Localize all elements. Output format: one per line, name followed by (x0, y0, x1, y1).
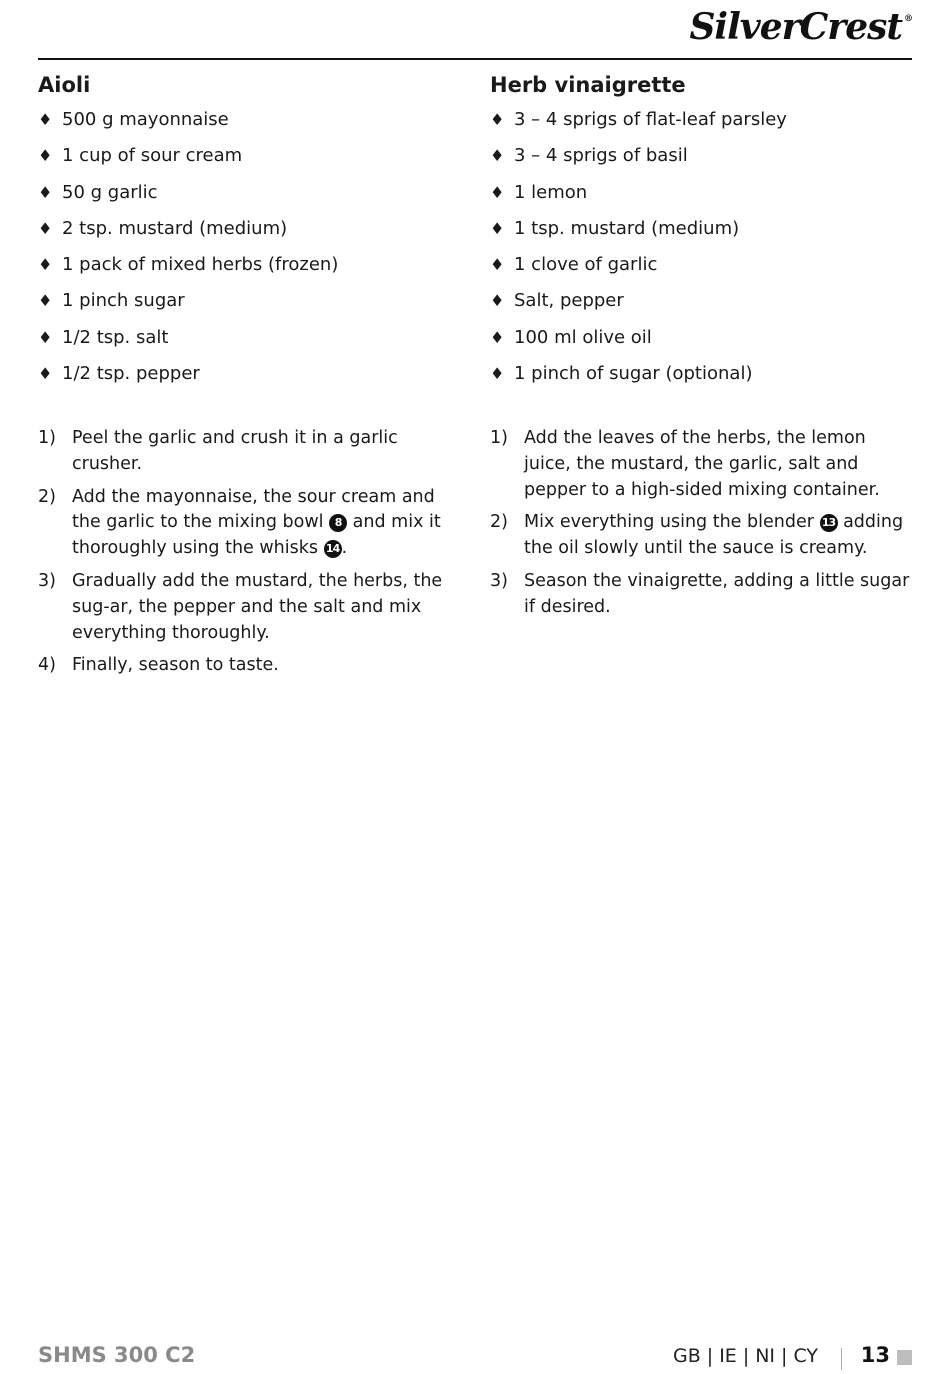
ingredient-item: ♦ 1/2 tsp. pepper (38, 363, 200, 385)
diamond-bullet-icon: ♦ (38, 291, 53, 311)
ingredient-item: ♦ 3 – 4 sprigs of basil (490, 145, 688, 167)
ingredient-item: ♦ Salt, pepper (490, 290, 624, 312)
vinaigrette-steps (490, 426, 915, 628)
language-separator: | (706, 1345, 714, 1367)
diamond-bullet-icon: ♦ (38, 110, 53, 129)
ingredient-item: ♦ 1 tsp. mustard (medium) (490, 217, 740, 239)
ingredient-item: ♦ 1 pinch of sugar (optional) (490, 363, 753, 385)
diamond-bullet-icon: ♦ (38, 327, 53, 347)
logo-wordmark: SilverCrest (689, 6, 902, 48)
ingredient-item: ♦ 1 pinch sugar (38, 290, 185, 312)
ingredient-item: ♦ 1 pack of mixed herbs (frozen) (38, 254, 339, 276)
part-reference-8-icon: 8 (329, 514, 347, 532)
diamond-bullet-icon: ♦ (38, 146, 53, 166)
ingredient-item: ♦ 500 g mayonnaise (38, 109, 229, 130)
diamond-bullet-icon: ♦ (490, 327, 505, 347)
aioli-column (38, 70, 468, 676)
step-item: 4) Finally, season to taste. (38, 653, 463, 679)
page-marker-square-icon (897, 1350, 912, 1365)
diamond-bullet-icon: ♦ (38, 218, 53, 238)
diamond-bullet-icon: ♦ (490, 110, 505, 129)
diamond-bullet-icon: ♦ (490, 218, 505, 238)
step-number: 1) (490, 428, 508, 448)
step-item: 1) Peel the garlic and crush it in a garlic crusher. (38, 428, 398, 474)
language-separator: | (781, 1345, 788, 1367)
ingredient-item: ♦ 1 cup of sour cream (38, 145, 243, 167)
diamond-bullet-icon: ♦ (490, 255, 505, 275)
step-number: 1) (38, 428, 56, 448)
ingredient-item: ♦ 2 tsp. mustard (medium) (38, 217, 288, 239)
step-item: 1) Add the leaves of the herbs, the lemon juice, the mustard, the garlic, salt and pepper to a high-sided mixing container. (490, 428, 880, 500)
ingredient-item: ♦ 1/2 tsp. salt (38, 326, 169, 348)
step-number: 3) (38, 570, 56, 591)
footer-language-codes (673, 1345, 818, 1367)
vinaigrette-ingredient-list (490, 108, 920, 386)
footer-divider (841, 1348, 842, 1370)
ingredient-item: ♦ 3 – 4 sprigs of flat-leaf parsley (490, 109, 787, 130)
language-separator: | (742, 1345, 750, 1367)
registered-mark: ® (904, 14, 912, 24)
aioli-steps (38, 426, 463, 686)
step-item: 3) Season the vinaigrette, adding a little sugar if desired. (490, 570, 910, 617)
step-item: 2) Add the mayonnaise, the sour cream and the garlic to the mixing bowl 8 and mix it thoroughly using the whisks 14 . (38, 486, 441, 559)
ingredient-item: ♦ 50 g garlic (38, 181, 158, 203)
diamond-bullet-icon: ♦ (490, 146, 505, 166)
diamond-bullet-icon: ♦ (38, 182, 53, 202)
ingredient-item: ♦ 1 clove of garlic (490, 254, 658, 276)
language-code: NI (755, 1345, 776, 1367)
diamond-bullet-icon: ♦ (490, 291, 505, 311)
header-rule (38, 58, 912, 60)
part-reference-14-icon: 14 (324, 540, 342, 558)
silvercrest-logo (689, 6, 912, 48)
step-number: 2) (490, 512, 508, 533)
part-reference-13-icon: 13 (820, 514, 838, 532)
language-code: CY (793, 1345, 818, 1367)
footer-model-number: SHMS 300 C2 (38, 1343, 196, 1367)
page-number: 13 (860, 1343, 890, 1367)
diamond-bullet-icon: ♦ (38, 255, 53, 275)
step-number: 4) (38, 655, 56, 676)
language-code: IE (719, 1345, 737, 1367)
ingredient-item: ♦ 1 lemon (490, 181, 588, 203)
diamond-bullet-icon: ♦ (490, 364, 505, 384)
ingredient-item: ♦ 100 ml olive oil (490, 326, 652, 348)
aioli-title: Aioli (38, 73, 91, 97)
step-item: 3) Gradually add the mustard, the herbs, the sug-ar, the pepper and the salt and mix everything thoroughly. (38, 570, 443, 643)
vinaigrette-title: Herb vinaigrette (490, 73, 686, 97)
herb-vinaigrette-column (490, 70, 920, 617)
step-number: 2) (38, 486, 56, 507)
diamond-bullet-icon: ♦ (490, 182, 505, 202)
language-code: GB (673, 1345, 701, 1367)
diamond-bullet-icon: ♦ (38, 364, 53, 384)
aioli-ingredient-list (38, 108, 468, 386)
step-item: 2) Mix everything using the blender 13 adding the oil slowly until the sauce is creamy. (490, 512, 904, 559)
step-number: 3) (490, 570, 508, 591)
